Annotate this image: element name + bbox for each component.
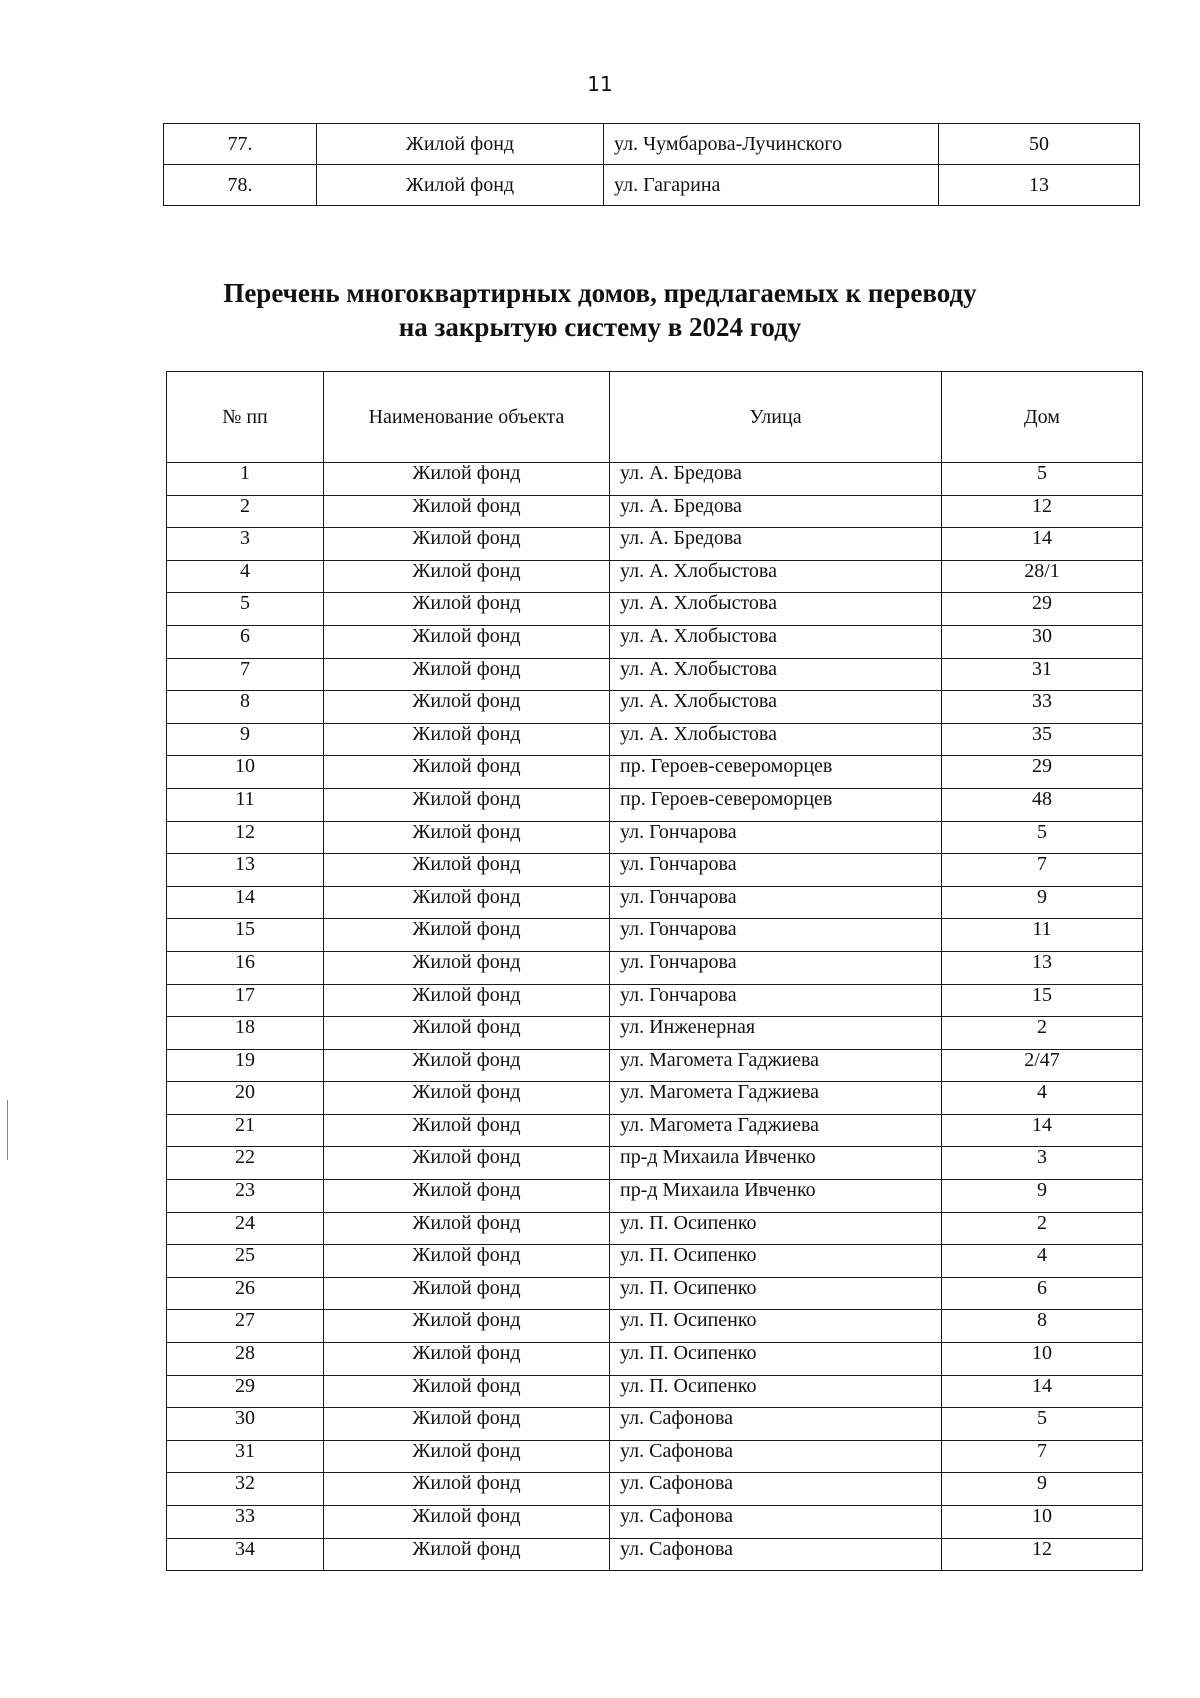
house-number: 4	[942, 1082, 1143, 1115]
object-name: Жилой фонд	[324, 495, 610, 528]
street: ул. Гончарова	[610, 821, 942, 854]
buildings-table	[166, 371, 1143, 1571]
table-row	[167, 1082, 1143, 1115]
row-number: 3	[167, 528, 324, 561]
house-number: 7	[942, 1440, 1143, 1473]
table-row	[167, 560, 1143, 593]
street: пр-д Михаила Ивченко	[610, 1147, 942, 1180]
street: ул. А. Хлобыстова	[610, 593, 942, 626]
object-name: Жилой фонд	[324, 1049, 610, 1082]
row-number: 8	[167, 691, 324, 724]
house-number: 30	[942, 625, 1143, 658]
row-number: 30	[167, 1408, 324, 1441]
row-number: 14	[167, 886, 324, 919]
street: ул. Сафонова	[610, 1473, 942, 1506]
table-row	[167, 984, 1143, 1017]
house-number: 29	[942, 756, 1143, 789]
street: ул. А. Бредова	[610, 463, 942, 496]
house-number: 50	[939, 124, 1140, 165]
header-object-name: Наименование объекта	[324, 372, 610, 463]
table-row	[167, 691, 1143, 724]
house-number: 10	[942, 1343, 1143, 1376]
house-number: 7	[942, 854, 1143, 887]
row-number: 26	[167, 1277, 324, 1310]
row-number: 34	[167, 1538, 324, 1571]
object-name: Жилой фонд	[324, 951, 610, 984]
table-row	[167, 1506, 1143, 1539]
object-name: Жилой фонд	[324, 658, 610, 691]
street: ул. А. Хлобыстова	[610, 723, 942, 756]
row-number: 2	[167, 495, 324, 528]
street: ул. Гончарова	[610, 984, 942, 1017]
street: пр. Героев-североморцев	[610, 756, 942, 789]
street: ул. А. Хлобыстова	[610, 658, 942, 691]
object-name: Жилой фонд	[324, 723, 610, 756]
scan-margin-mark	[7, 1100, 8, 1160]
table-row	[167, 1017, 1143, 1050]
house-number: 35	[942, 723, 1143, 756]
row-number: 24	[167, 1212, 324, 1245]
house-number: 31	[942, 658, 1143, 691]
object-name: Жилой фонд	[324, 593, 610, 626]
object-name: Жилой фонд	[324, 854, 610, 887]
house-number: 4	[942, 1245, 1143, 1278]
house-number: 29	[942, 593, 1143, 626]
object-name: Жилой фонд	[324, 886, 610, 919]
row-number: 29	[167, 1375, 324, 1408]
table-row	[167, 1473, 1143, 1506]
street: ул. А. Хлобыстова	[610, 625, 942, 658]
row-number: 32	[167, 1473, 324, 1506]
house-number: 8	[942, 1310, 1143, 1343]
table-row	[167, 821, 1143, 854]
table-row	[167, 788, 1143, 821]
table-row	[167, 593, 1143, 626]
house-number: 5	[942, 1408, 1143, 1441]
header-number: № пп	[167, 372, 324, 463]
document-title	[0, 276, 1200, 344]
street: ул. Сафонова	[610, 1440, 942, 1473]
row-number: 12	[167, 821, 324, 854]
table-row	[167, 658, 1143, 691]
house-number: 15	[942, 984, 1143, 1017]
table-row	[167, 625, 1143, 658]
street: ул. Чумбарова-Лучинского	[604, 124, 939, 165]
object-name: Жилой фонд	[324, 1082, 610, 1115]
object-name: Жилой фонд	[324, 984, 610, 1017]
street: ул. П. Осипенко	[610, 1310, 942, 1343]
object-name: Жилой фонд	[324, 1473, 610, 1506]
table-row	[167, 1114, 1143, 1147]
house-number: 2	[942, 1212, 1143, 1245]
street: ул. П. Осипенко	[610, 1277, 942, 1310]
object-name: Жилой фонд	[317, 165, 604, 206]
object-name: Жилой фонд	[324, 821, 610, 854]
house-number: 14	[942, 1114, 1143, 1147]
house-number: 33	[942, 691, 1143, 724]
object-name: Жилой фонд	[324, 1147, 610, 1180]
street: ул. Сафонова	[610, 1408, 942, 1441]
street: ул. Магомета Гаджиева	[610, 1082, 942, 1115]
table-row	[167, 919, 1143, 952]
street: ул. Магомета Гаджиева	[610, 1049, 942, 1082]
object-name: Жилой фонд	[324, 1375, 610, 1408]
row-number: 23	[167, 1180, 324, 1213]
object-name: Жилой фонд	[324, 560, 610, 593]
street: ул. Гагарина	[604, 165, 939, 206]
table-row	[167, 1375, 1143, 1408]
house-number: 12	[942, 495, 1143, 528]
row-number: 18	[167, 1017, 324, 1050]
street: ул. Инженерная	[610, 1017, 942, 1050]
table-row	[167, 723, 1143, 756]
object-name: Жилой фонд	[324, 1538, 610, 1571]
table-row	[167, 756, 1143, 789]
object-name: Жилой фонд	[324, 1114, 610, 1147]
table-row	[167, 886, 1143, 919]
street: ул. Сафонова	[610, 1538, 942, 1571]
house-number: 2	[942, 1017, 1143, 1050]
row-number: 4	[167, 560, 324, 593]
table-row	[167, 1212, 1143, 1245]
row-number: 11	[167, 788, 324, 821]
table-row	[167, 1538, 1143, 1571]
house-number: 11	[942, 919, 1143, 952]
street: ул. П. Осипенко	[610, 1245, 942, 1278]
row-number: 1	[167, 463, 324, 496]
object-name: Жилой фонд	[324, 919, 610, 952]
row-number: 10	[167, 756, 324, 789]
header-street: Улица	[610, 372, 942, 463]
object-name: Жилой фонд	[324, 463, 610, 496]
table-row	[167, 854, 1143, 887]
street: ул. А. Бредова	[610, 528, 942, 561]
table-row	[167, 1180, 1143, 1213]
street: ул. А. Бредова	[610, 495, 942, 528]
house-number: 2/47	[942, 1049, 1143, 1082]
street: ул. П. Осипенко	[610, 1343, 942, 1376]
object-name: Жилой фонд	[317, 124, 604, 165]
row-number: 20	[167, 1082, 324, 1115]
street: ул. Гончарова	[610, 951, 942, 984]
table-row	[167, 528, 1143, 561]
house-number: 6	[942, 1277, 1143, 1310]
object-name: Жилой фонд	[324, 1343, 610, 1376]
house-number: 5	[942, 821, 1143, 854]
object-name: Жилой фонд	[324, 1017, 610, 1050]
row-number: 15	[167, 919, 324, 952]
object-name: Жилой фонд	[324, 1506, 610, 1539]
object-name: Жилой фонд	[324, 1277, 610, 1310]
table-body	[167, 463, 1143, 1571]
street: ул. П. Осипенко	[610, 1212, 942, 1245]
house-number: 12	[942, 1538, 1143, 1571]
table-row	[164, 165, 1140, 206]
row-number: 22	[167, 1147, 324, 1180]
table-row	[167, 951, 1143, 984]
header-house: Дом	[942, 372, 1143, 463]
street: пр-д Михаила Ивченко	[610, 1180, 942, 1213]
table-row	[167, 1049, 1143, 1082]
table-row	[167, 1440, 1143, 1473]
object-name: Жилой фонд	[324, 625, 610, 658]
street: пр. Героев-североморцев	[610, 788, 942, 821]
street: ул. Магомета Гаджиева	[610, 1114, 942, 1147]
object-name: Жилой фонд	[324, 691, 610, 724]
row-number: 5	[167, 593, 324, 626]
row-number: 27	[167, 1310, 324, 1343]
page-number: 11	[587, 72, 613, 96]
house-number: 3	[942, 1147, 1143, 1180]
row-number: 78.	[164, 165, 317, 206]
street: ул. А. Хлобыстова	[610, 691, 942, 724]
table-row	[167, 1277, 1143, 1310]
house-number: 13	[942, 951, 1143, 984]
row-number: 19	[167, 1049, 324, 1082]
table-header-row	[167, 372, 1143, 463]
row-number: 13	[167, 854, 324, 887]
street: ул. Гончарова	[610, 854, 942, 887]
row-number: 77.	[164, 124, 317, 165]
street: ул. Гончарова	[610, 919, 942, 952]
row-number: 25	[167, 1245, 324, 1278]
house-number: 9	[942, 886, 1143, 919]
row-number: 9	[167, 723, 324, 756]
table-row	[167, 1310, 1143, 1343]
continuation-table	[163, 123, 1140, 206]
row-number: 7	[167, 658, 324, 691]
house-number: 28/1	[942, 560, 1143, 593]
row-number: 17	[167, 984, 324, 1017]
row-number: 16	[167, 951, 324, 984]
title-line-1: Перечень многоквартирных домов, предлагаемых к переводу	[223, 278, 977, 308]
street: ул. Гончарова	[610, 886, 942, 919]
table-row	[164, 124, 1140, 165]
table-row	[167, 1245, 1143, 1278]
house-number: 48	[942, 788, 1143, 821]
object-name: Жилой фонд	[324, 1245, 610, 1278]
object-name: Жилой фонд	[324, 756, 610, 789]
object-name: Жилой фонд	[324, 788, 610, 821]
table-row	[167, 1408, 1143, 1441]
row-number: 33	[167, 1506, 324, 1539]
object-name: Жилой фонд	[324, 1310, 610, 1343]
house-number: 14	[942, 528, 1143, 561]
row-number: 31	[167, 1440, 324, 1473]
title-line-2: на закрытую систему в 2024 году	[398, 312, 802, 342]
row-number: 6	[167, 625, 324, 658]
house-number: 5	[942, 463, 1143, 496]
object-name: Жилой фонд	[324, 1440, 610, 1473]
object-name: Жилой фонд	[324, 528, 610, 561]
table-row	[167, 495, 1143, 528]
table-row	[167, 463, 1143, 496]
table-row	[167, 1343, 1143, 1376]
object-name: Жилой фонд	[324, 1408, 610, 1441]
house-number: 10	[942, 1506, 1143, 1539]
house-number: 14	[942, 1375, 1143, 1408]
house-number: 9	[942, 1180, 1143, 1213]
object-name: Жилой фонд	[324, 1212, 610, 1245]
table-row	[167, 1147, 1143, 1180]
street: ул. А. Хлобыстова	[610, 560, 942, 593]
street: ул. П. Осипенко	[610, 1375, 942, 1408]
object-name: Жилой фонд	[324, 1180, 610, 1213]
house-number: 13	[939, 165, 1140, 206]
house-number: 9	[942, 1473, 1143, 1506]
row-number: 21	[167, 1114, 324, 1147]
street: ул. Сафонова	[610, 1506, 942, 1539]
row-number: 28	[167, 1343, 324, 1376]
